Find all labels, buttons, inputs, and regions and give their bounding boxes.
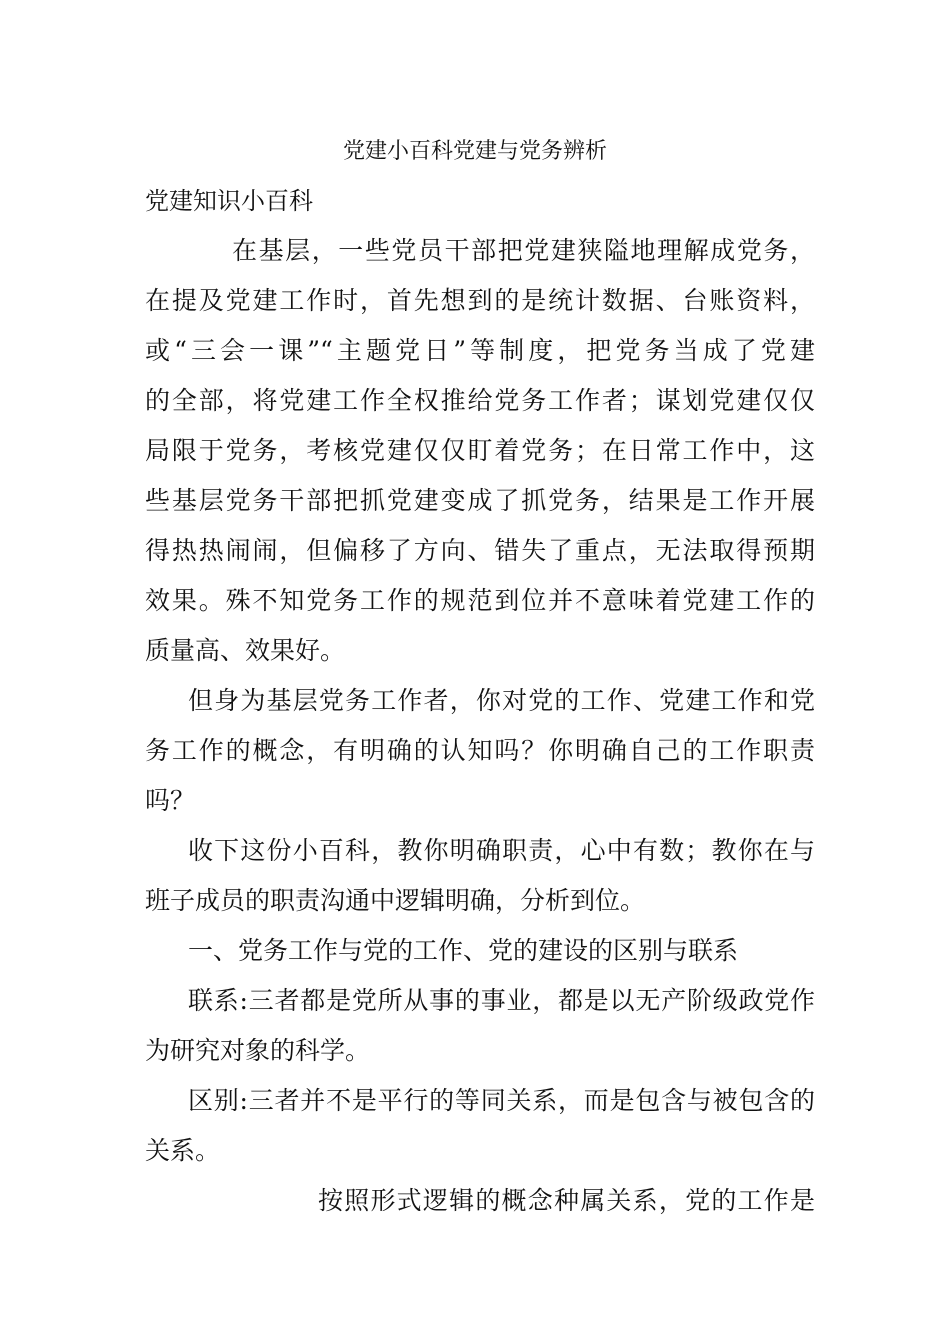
- paragraph-1-line-3: 或“三会一课”“主题党日”等制度，把党务当成了党建: [145, 336, 815, 365]
- paragraph-1-line-8: 效果。殊不知党务工作的规范到位并不意味着党建工作的: [145, 586, 815, 615]
- difference-line-1: 区别:三者并不是平行的等同关系，而是包含与被包含的: [188, 1086, 815, 1115]
- document-subtitle: 党建知识小百科: [145, 187, 313, 215]
- paragraph-1-line-7: 得热热闹闹，但偏移了方向、错失了重点，无法取得预期: [145, 536, 815, 565]
- paragraph-1-line-4: 的全部，将党建工作全权推给党务工作者；谋划党建仅仅: [145, 386, 815, 415]
- document-title: 党建小百科党建与党务辨析: [342, 139, 607, 164]
- paragraph-1-line-9: 质量高、效果好。: [145, 636, 346, 665]
- paragraph-2-line-3: 吗？: [145, 786, 196, 815]
- paragraph-1-line-1: 在基层，一些党员干部把党建狭隘地理解成党务，: [232, 236, 815, 265]
- relation-line-2: 为研究对象的科学。: [145, 1036, 371, 1065]
- paragraph-1-line-2: 在提及党建工作时，首先想到的是统计数据、台账资料，: [145, 286, 815, 315]
- relation-line-1: 联系:三者都是党所从事的事业，都是以无产阶级政党作: [188, 986, 815, 1015]
- paragraph-1-line-6: 些基层党务干部把抓党建变成了抓党务，结果是工作开展: [145, 486, 815, 515]
- paragraph-3-line-2: 班子成员的职责沟通中逻辑明确，分析到位。: [145, 886, 646, 915]
- difference-line-2: 关系。: [145, 1136, 221, 1165]
- paragraph-1-line-5: 局限于党务，考核党建仅仅盯着党务；在日常工作中，这: [145, 436, 815, 465]
- paragraph-2-line-1: 但身为基层党务工作者，你对党的工作、党建工作和党: [188, 686, 815, 715]
- section-heading-1: 一、党务工作与党的工作、党的建设的区别与联系: [188, 936, 739, 965]
- paragraph-2-line-2: 务工作的概念，有明确的认知吗？你明确自己的工作职责: [145, 736, 815, 765]
- final-paragraph-line-1: 按照形式逻辑的概念种属关系，党的工作是: [318, 1186, 815, 1215]
- paragraph-3-line-1: 收下这份小百科，教你明确职责，心中有数；教你在与: [188, 836, 815, 865]
